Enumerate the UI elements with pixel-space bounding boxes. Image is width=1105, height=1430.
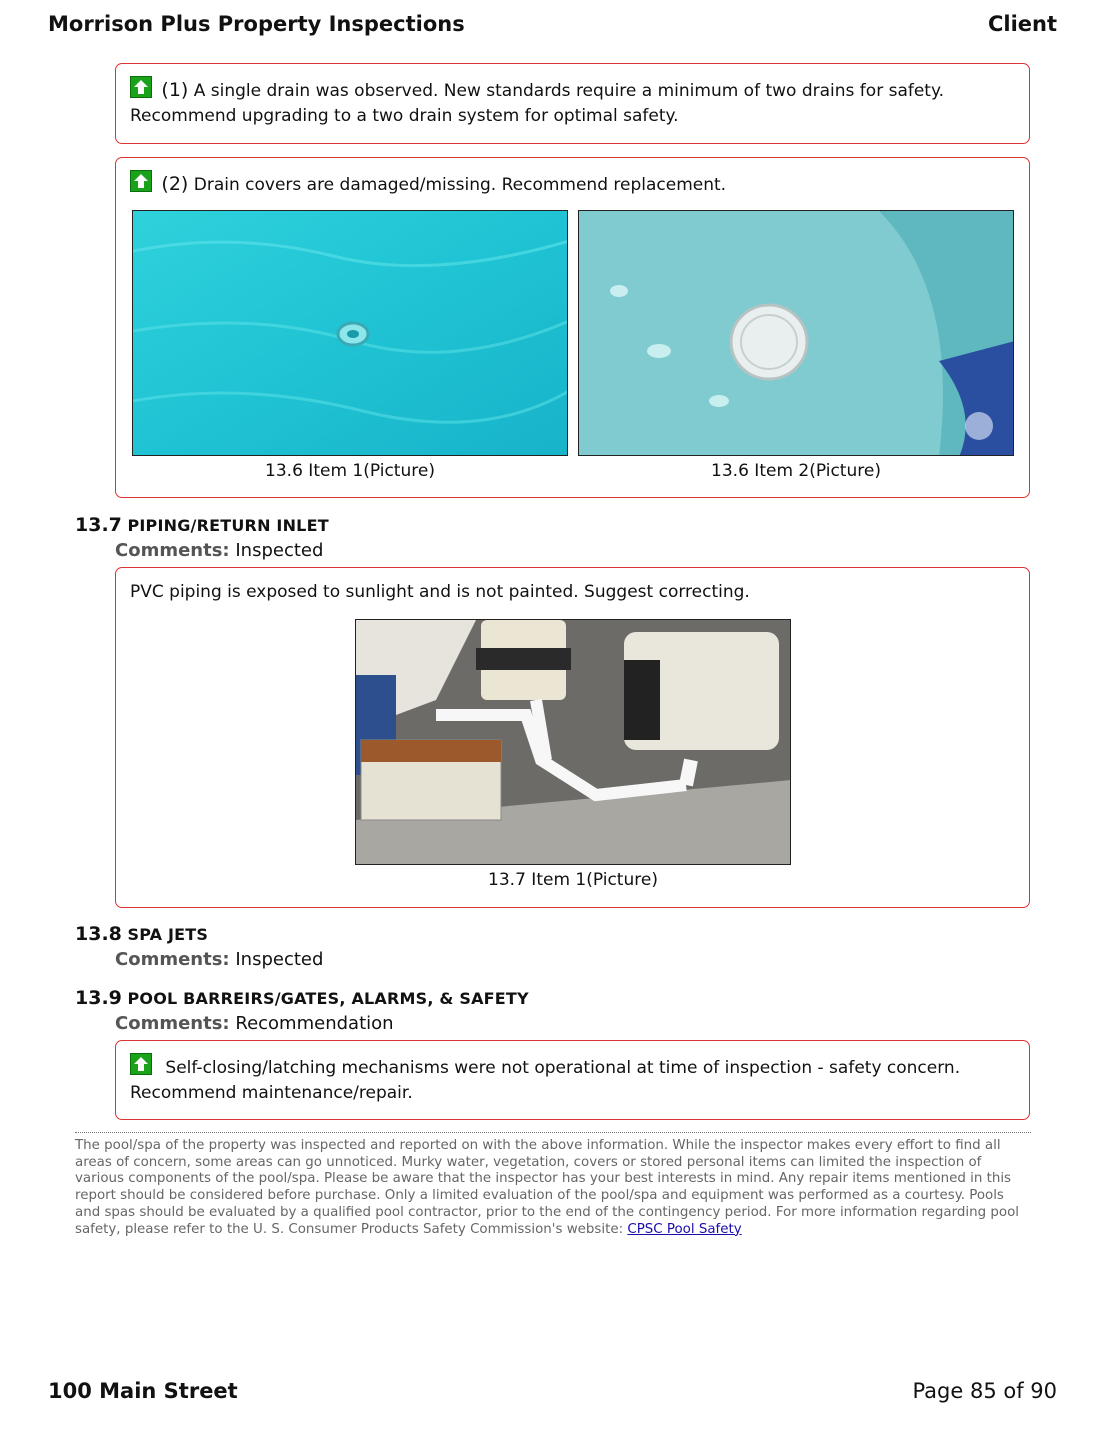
- pool-drain-photo-2[interactable]: [578, 210, 1014, 456]
- recommendation-box-13-9: [115, 1040, 1030, 1120]
- item-text: Drain covers are damaged/missing. Recommend replacement.: [193, 175, 727, 195]
- photo-caption: 13.6 Item 1(Picture): [265, 461, 435, 481]
- page-footer: [48, 1379, 1057, 1403]
- section-heading-13-8: 13.8 SPA JETS: [75, 923, 209, 945]
- item-text: Self-closing/latching mechanisms were not operational at time of inspection - safety concern. Recommend maintenance/repair.: [130, 1058, 961, 1103]
- section-heading-13-7: 13.7 PIPING/RETURN INLET: [75, 514, 329, 536]
- green-up-arrow-icon: [130, 1053, 152, 1075]
- recommendation-box-1: [115, 63, 1030, 144]
- client-name: Client: [987, 12, 1057, 36]
- photo-caption: 13.6 Item 2(Picture): [711, 461, 881, 481]
- item-text: PVC piping is exposed to sunlight and is not painted. Suggest correcting.: [130, 582, 750, 602]
- pool-drain-photo-1[interactable]: [132, 210, 568, 456]
- page-header: [48, 12, 1057, 36]
- item-text: A single drain was observed. New standards require a minimum of two drains for safety. Recommend upgrading to a two drain system for optimal safety.: [130, 81, 945, 126]
- piping-photo[interactable]: [355, 619, 791, 865]
- item-number: (2): [161, 173, 189, 195]
- green-up-arrow-icon: [130, 170, 152, 192]
- item-number: (1): [161, 79, 189, 101]
- disclaimer: The pool/spa of the property was inspected and reported on with the above information. While the inspector makes every effort to find all areas of concern, some areas can go unnoticed. Murky water, vegetation, covers or stored personal items can limited the inspection of various components of the pool/spa. Please be aware that the inspector has your best interests in mind. Any repair items mentioned in this report should be considered before purchase. Only a limited evaluation of the pool/spa and equipment was performed as a courtesy. Pools and spas should be evaluated by a qualified pool contractor, prior to the end of the contingency period. For more information regarding pool safety, please refer to the U. S. Consumer Products Safety Commission's website: CPSC Pool Safety: [75, 1132, 1031, 1238]
- section-heading-13-9: 13.9 POOL BARREIRS/GATES, ALARMS, & SAFETY: [75, 987, 529, 1009]
- photo-caption: 13.7 Item 1(Picture): [488, 870, 658, 890]
- comments-line: Comments: Recommendation: [115, 1013, 394, 1034]
- comments-line: Comments: Inspected: [115, 949, 324, 970]
- company-name: Morrison Plus Property Inspections: [48, 12, 465, 36]
- page-number: Page 85 of 90: [912, 1379, 1057, 1403]
- cpsc-pool-safety-link[interactable]: CPSC Pool Safety: [627, 1221, 742, 1237]
- green-up-arrow-icon: [130, 76, 152, 98]
- property-address: 100 Main Street: [48, 1379, 238, 1403]
- comments-line: Comments: Inspected: [115, 540, 324, 561]
